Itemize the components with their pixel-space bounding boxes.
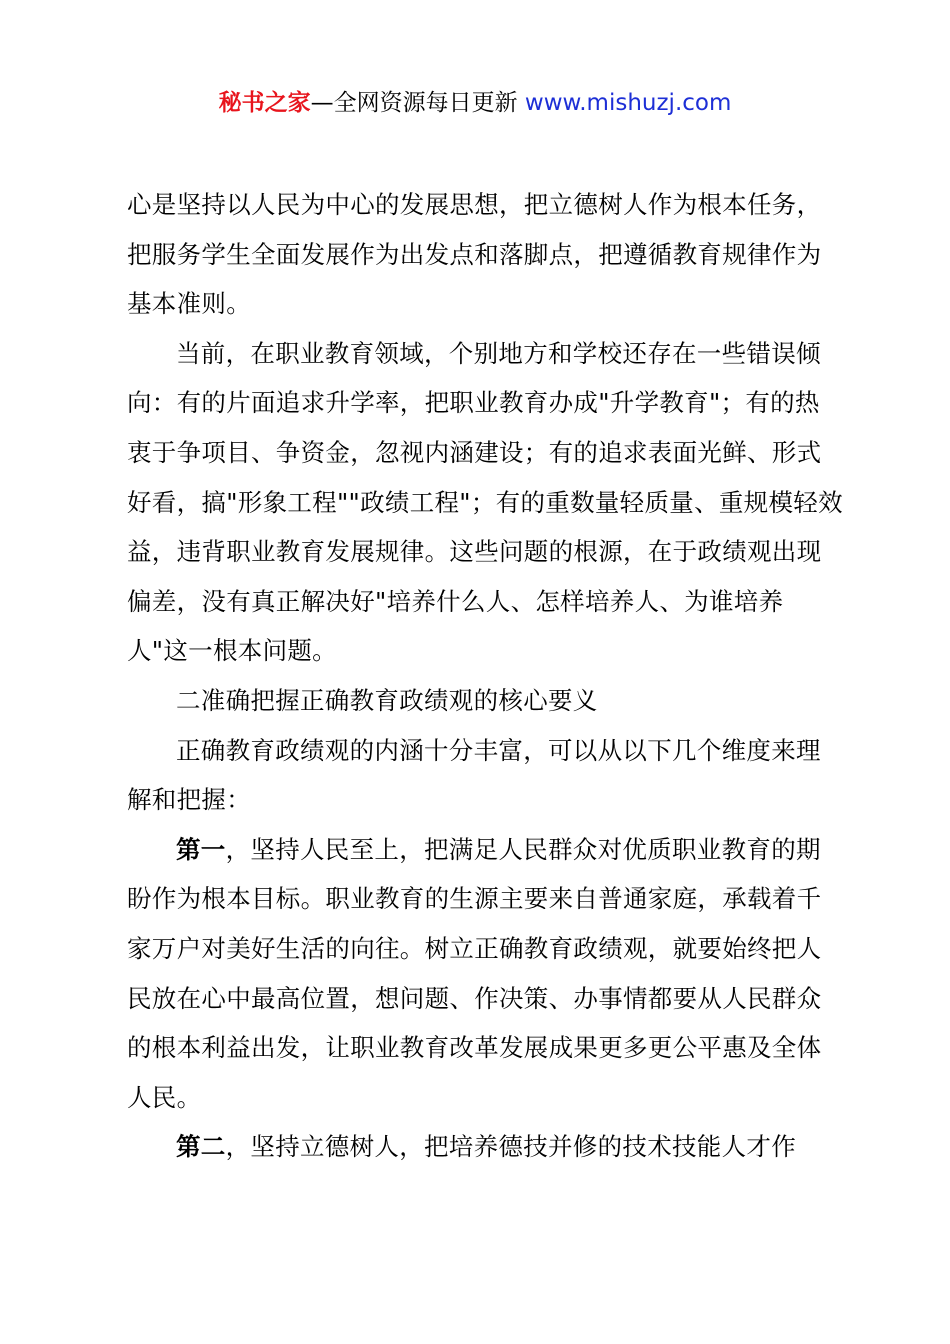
site-header: [0, 86, 950, 120]
second-point-text: ，坚持立德树人，把培养德技并修的技术技能人才作: [225, 1132, 797, 1162]
site-url-link[interactable]: www.mishuzj.com: [524, 90, 732, 116]
paragraph-intro: 正确教育政绩观的内涵十分丰富，可以从以下几个维度来理解和把握：: [127, 735, 821, 815]
paragraph-current-issues: 当前，在职业教育领域，个别地方和学校还存在一些错误倾向：有的片面追求升学率，把职业教育办成"升学教育"；有的热衷于争项目、争资金，忽视内涵建设；有的追求表面光鲜、形式好看，搞"形象工程""政绩工程"；有的重数量轻质量、重规模轻效益，违背职业教育发展规律。这些问题的根源，在于政绩观出现偏差，没有真正解决好"培养什么人、怎样培养人、为谁培养人"这一根本问题。: [127, 338, 843, 666]
site-brand: 秘书之家: [218, 90, 311, 116]
first-point-text: ，坚持人民至上，把满足人民群众对优质职业教育的期盼作为根本目标。职业教育的生源主要来自普通家庭，承载着千家万户对美好生活的向往。树立正确教育政绩观，就要始终把人民放在心中最高位置，想问题、作决策、办事情都要从人民群众的根本利益出发，让职业教育改革发展成果更多更公平惠及全体人民。: [127, 834, 822, 1112]
section-heading: 二准确把握正确教育政绩观的核心要义: [176, 685, 598, 715]
paragraph-second-point: [127, 1122, 843, 1172]
document-body: [127, 180, 843, 1172]
paragraph-continuation: 心是坚持以人民为中心的发展思想，把立德树人作为根本任务，把服务学生全面发展作为出发点和落脚点，把遵循教育规律作为基本准则。: [127, 190, 822, 319]
first-point-lead: 第一: [176, 834, 226, 864]
second-point-lead: 第二: [176, 1132, 226, 1162]
paragraph-first-point: [127, 825, 843, 1123]
site-tagline: —全网资源每日更新: [310, 90, 518, 116]
